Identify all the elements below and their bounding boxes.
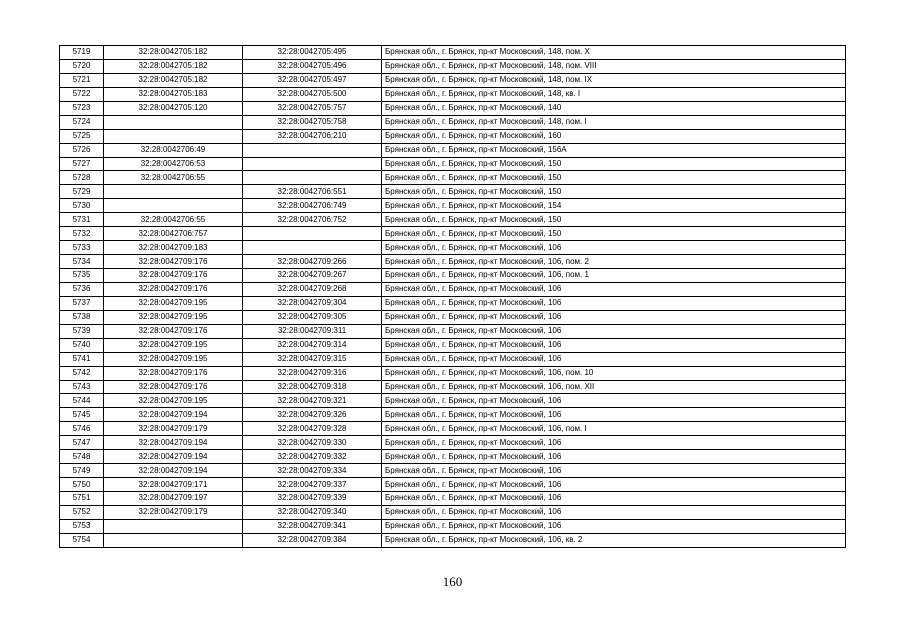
table-row: [60, 157, 846, 171]
object-cadastral-number-cell: 32:28:0042709:340: [243, 505, 382, 519]
address-cell: Брянская обл., г. Брянск, пр-кт Московский, 150: [382, 227, 846, 241]
table-row: [60, 436, 846, 450]
table-row: [60, 282, 846, 296]
object-cadastral-number-cell: 32:28:0042706:551: [243, 185, 382, 199]
address-cell: Брянская обл., г. Брянск, пр-кт Московский, 106: [382, 408, 846, 422]
address-cell: Брянская обл., г. Брянск, пр-кт Московский, 106, пом. I: [382, 422, 846, 436]
address-cell: Брянская обл., г. Брянск, пр-кт Московский, 106: [382, 519, 846, 533]
address-cell: Брянская обл., г. Брянск, пр-кт Московский, 106: [382, 492, 846, 506]
table-row: [60, 227, 846, 241]
address-cell: Брянская обл., г. Брянск, пр-кт Московский, 150: [382, 157, 846, 171]
table-row: [60, 255, 846, 269]
object-cadastral-number-cell: 32:28:0042705:757: [243, 101, 382, 115]
cadastral-number-cell: 32:28:0042709:195: [104, 352, 243, 366]
row-number-cell: 5749: [60, 464, 104, 478]
cadastral-number-cell: 32:28:0042705:182: [104, 59, 243, 73]
row-number-cell: 5737: [60, 296, 104, 310]
cadastral-number-cell: 32:28:0042706:757: [104, 227, 243, 241]
row-number-cell: 5746: [60, 422, 104, 436]
table-row: [60, 394, 846, 408]
address-cell: Брянская обл., г. Брянск, пр-кт Московский, 154: [382, 199, 846, 213]
table-row: [60, 46, 846, 60]
row-number-cell: 5734: [60, 255, 104, 269]
cadastral-number-cell: 32:28:0042706:49: [104, 143, 243, 157]
table-row: [60, 505, 846, 519]
object-cadastral-number-cell: 32:28:0042709:337: [243, 478, 382, 492]
table-row: [60, 464, 846, 478]
object-cadastral-number-cell: 32:28:0042705:495: [243, 46, 382, 60]
cadastral-number-cell: 32:28:0042709:176: [104, 366, 243, 380]
cadastral-number-cell: 32:28:0042706:55: [104, 171, 243, 185]
object-cadastral-number-cell: 32:28:0042709:316: [243, 366, 382, 380]
row-number-cell: 5724: [60, 115, 104, 129]
address-cell: Брянская обл., г. Брянск, пр-кт Московский, 106: [382, 241, 846, 255]
cadastral-number-cell: 32:28:0042709:195: [104, 310, 243, 324]
cadastral-number-cell: [104, 533, 243, 547]
table-row: [60, 422, 846, 436]
object-cadastral-number-cell: 32:28:0042705:497: [243, 73, 382, 87]
address-cell: Брянская обл., г. Брянск, пр-кт Московский, 106: [382, 324, 846, 338]
object-cadastral-number-cell: 32:28:0042709:267: [243, 269, 382, 283]
table-row: [60, 87, 846, 101]
address-cell: Брянская обл., г. Брянск, пр-кт Московский, 106: [382, 478, 846, 492]
row-number-cell: 5726: [60, 143, 104, 157]
table-row: [60, 115, 846, 129]
object-cadastral-number-cell: 32:28:0042709:384: [243, 533, 382, 547]
address-cell: Брянская обл., г. Брянск, пр-кт Московский, 106: [382, 450, 846, 464]
table-row: [60, 296, 846, 310]
table-row: [60, 129, 846, 143]
table-row: [60, 143, 846, 157]
address-cell: Брянская обл., г. Брянск, пр-кт Московский, 106, пом. 1: [382, 269, 846, 283]
address-cell: Брянская обл., г. Брянск, пр-кт Московский, 148, кв. I: [382, 87, 846, 101]
table-row: [60, 408, 846, 422]
row-number-cell: 5747: [60, 436, 104, 450]
row-number-cell: 5720: [60, 59, 104, 73]
cadastral-number-cell: 32:28:0042705:120: [104, 101, 243, 115]
table-row: [60, 478, 846, 492]
address-cell: Брянская обл., г. Брянск, пр-кт Московский, 150: [382, 171, 846, 185]
row-number-cell: 5721: [60, 73, 104, 87]
address-cell: Брянская обл., г. Брянск, пр-кт Московский, 106: [382, 464, 846, 478]
address-cell: Брянская обл., г. Брянск, пр-кт Московский, 106: [382, 394, 846, 408]
cadastral-number-cell: 32:28:0042709:194: [104, 464, 243, 478]
address-cell: Брянская обл., г. Брянск, пр-кт Московский, 150: [382, 185, 846, 199]
object-cadastral-number-cell: 32:28:0042709:318: [243, 380, 382, 394]
cadastral-number-cell: 32:28:0042706:55: [104, 213, 243, 227]
row-number-cell: 5738: [60, 310, 104, 324]
table-row: [60, 380, 846, 394]
row-number-cell: 5743: [60, 380, 104, 394]
object-cadastral-number-cell: 32:28:0042709:315: [243, 352, 382, 366]
address-cell: Брянская обл., г. Брянск, пр-кт Московский, 148, пом. VIII: [382, 59, 846, 73]
row-number-cell: 5730: [60, 199, 104, 213]
cadastral-number-cell: 32:28:0042709:176: [104, 380, 243, 394]
cadastral-number-cell: 32:28:0042705:182: [104, 73, 243, 87]
table-row: [60, 324, 846, 338]
object-cadastral-number-cell: [243, 143, 382, 157]
cadastral-number-cell: 32:28:0042709:194: [104, 436, 243, 450]
table-body: [60, 46, 846, 548]
row-number-cell: 5742: [60, 366, 104, 380]
table-row: [60, 352, 846, 366]
table-row: [60, 519, 846, 533]
object-cadastral-number-cell: 32:28:0042709:326: [243, 408, 382, 422]
address-cell: Брянская обл., г. Брянск, пр-кт Московский, 106, пом. 2: [382, 255, 846, 269]
object-cadastral-number-cell: 32:28:0042709:311: [243, 324, 382, 338]
row-number-cell: 5736: [60, 282, 104, 296]
cadastral-number-cell: 32:28:0042709:195: [104, 296, 243, 310]
address-cell: Брянская обл., г. Брянск, пр-кт Московский, 106, пом. XII: [382, 380, 846, 394]
address-cell: Брянская обл., г. Брянск, пр-кт Московский, 106: [382, 338, 846, 352]
address-cell: Брянская обл., г. Брянск, пр-кт Московский, 148, пом. X: [382, 46, 846, 60]
row-number-cell: 5744: [60, 394, 104, 408]
cadastral-number-cell: [104, 115, 243, 129]
table-row: [60, 450, 846, 464]
row-number-cell: 5733: [60, 241, 104, 255]
object-cadastral-number-cell: 32:28:0042705:500: [243, 87, 382, 101]
object-cadastral-number-cell: 32:28:0042706:749: [243, 199, 382, 213]
object-cadastral-number-cell: 32:28:0042706:752: [243, 213, 382, 227]
row-number-cell: 5745: [60, 408, 104, 422]
address-cell: Брянская обл., г. Брянск, пр-кт Московский, 140: [382, 101, 846, 115]
row-number-cell: 5751: [60, 492, 104, 506]
object-cadastral-number-cell: [243, 241, 382, 255]
object-cadastral-number-cell: 32:28:0042709:341: [243, 519, 382, 533]
object-cadastral-number-cell: [243, 171, 382, 185]
table-row: [60, 171, 846, 185]
table-row: [60, 73, 846, 87]
object-cadastral-number-cell: 32:28:0042706:210: [243, 129, 382, 143]
cadastral-number-cell: [104, 129, 243, 143]
table-row: [60, 338, 846, 352]
cadastral-number-cell: 32:28:0042709:171: [104, 478, 243, 492]
cadastral-number-cell: [104, 185, 243, 199]
cadastral-number-cell: 32:28:0042709:176: [104, 282, 243, 296]
address-cell: Брянская обл., г. Брянск, пр-кт Московский, 160: [382, 129, 846, 143]
cadastral-number-cell: 32:28:0042709:194: [104, 408, 243, 422]
cadastral-number-cell: 32:28:0042705:182: [104, 46, 243, 60]
object-cadastral-number-cell: 32:28:0042709:332: [243, 450, 382, 464]
table-row: [60, 185, 846, 199]
table-row: [60, 199, 846, 213]
row-number-cell: 5750: [60, 478, 104, 492]
table-row: [60, 213, 846, 227]
object-cadastral-number-cell: 32:28:0042709:321: [243, 394, 382, 408]
table-row: [60, 533, 846, 547]
address-cell: Брянская обл., г. Брянск, пр-кт Московский, 106, пом. 10: [382, 366, 846, 380]
object-cadastral-number-cell: 32:28:0042705:496: [243, 59, 382, 73]
row-number-cell: 5739: [60, 324, 104, 338]
object-cadastral-number-cell: 32:28:0042705:758: [243, 115, 382, 129]
address-cell: Брянская обл., г. Брянск, пр-кт Московский, 106: [382, 352, 846, 366]
row-number-cell: 5725: [60, 129, 104, 143]
address-cell: Брянская обл., г. Брянск, пр-кт Московский, 148, пом. I: [382, 115, 846, 129]
object-cadastral-number-cell: 32:28:0042709:266: [243, 255, 382, 269]
object-cadastral-number-cell: 32:28:0042709:305: [243, 310, 382, 324]
table-row: [60, 310, 846, 324]
address-cell: Брянская обл., г. Брянск, пр-кт Московский, 106: [382, 296, 846, 310]
object-cadastral-number-cell: 32:28:0042709:314: [243, 338, 382, 352]
object-cadastral-number-cell: [243, 227, 382, 241]
row-number-cell: 5740: [60, 338, 104, 352]
object-cadastral-number-cell: 32:28:0042709:339: [243, 492, 382, 506]
address-cell: Брянская обл., г. Брянск, пр-кт Московский, 106: [382, 436, 846, 450]
row-number-cell: 5732: [60, 227, 104, 241]
cadastral-number-cell: 32:28:0042709:179: [104, 422, 243, 436]
table-row: [60, 366, 846, 380]
object-cadastral-number-cell: 32:28:0042709:334: [243, 464, 382, 478]
object-cadastral-number-cell: [243, 157, 382, 171]
cadastral-number-cell: 32:28:0042709:176: [104, 324, 243, 338]
table-row: [60, 101, 846, 115]
row-number-cell: 5752: [60, 505, 104, 519]
cadastral-number-cell: 32:28:0042709:195: [104, 394, 243, 408]
object-cadastral-number-cell: 32:28:0042709:330: [243, 436, 382, 450]
address-cell: Брянская обл., г. Брянск, пр-кт Московский, 156А: [382, 143, 846, 157]
address-cell: Брянская обл., г. Брянск, пр-кт Московский, 148, пом. IX: [382, 73, 846, 87]
object-cadastral-number-cell: 32:28:0042709:328: [243, 422, 382, 436]
row-number-cell: 5735: [60, 269, 104, 283]
object-cadastral-number-cell: 32:28:0042709:268: [243, 282, 382, 296]
cadastral-number-cell: 32:28:0042709:194: [104, 450, 243, 464]
cadastral-number-cell: 32:28:0042709:195: [104, 338, 243, 352]
cadastral-number-cell: 32:28:0042709:197: [104, 492, 243, 506]
row-number-cell: 5731: [60, 213, 104, 227]
table-row: [60, 492, 846, 506]
row-number-cell: 5748: [60, 450, 104, 464]
row-number-cell: 5728: [60, 171, 104, 185]
row-number-cell: 5753: [60, 519, 104, 533]
table-row: [60, 241, 846, 255]
cadastral-number-cell: 32:28:0042706:53: [104, 157, 243, 171]
cadastral-number-cell: 32:28:0042709:176: [104, 269, 243, 283]
cadastral-table: [59, 45, 846, 548]
table-row: [60, 59, 846, 73]
cadastral-number-cell: 32:28:0042709:179: [104, 505, 243, 519]
address-cell: Брянская обл., г. Брянск, пр-кт Московский, 106: [382, 505, 846, 519]
address-cell: Брянская обл., г. Брянск, пр-кт Московский, 106: [382, 282, 846, 296]
row-number-cell: 5727: [60, 157, 104, 171]
row-number-cell: 5722: [60, 87, 104, 101]
row-number-cell: 5729: [60, 185, 104, 199]
page-number: 160: [442, 574, 463, 589]
address-cell: Брянская обл., г. Брянск, пр-кт Московский, 106: [382, 310, 846, 324]
row-number-cell: 5741: [60, 352, 104, 366]
cadastral-number-cell: 32:28:0042709:183: [104, 241, 243, 255]
row-number-cell: 5719: [60, 46, 104, 60]
cadastral-number-cell: 32:28:0042709:176: [104, 255, 243, 269]
cadastral-number-cell: [104, 519, 243, 533]
table-row: [60, 269, 846, 283]
object-cadastral-number-cell: 32:28:0042709:304: [243, 296, 382, 310]
cadastral-number-cell: [104, 199, 243, 213]
cadastral-number-cell: 32:28:0042705:183: [104, 87, 243, 101]
row-number-cell: 5723: [60, 101, 104, 115]
address-cell: Брянская обл., г. Брянск, пр-кт Московский, 150: [382, 213, 846, 227]
address-cell: Брянская обл., г. Брянск, пр-кт Московский, 106, кв. 2: [382, 533, 846, 547]
row-number-cell: 5754: [60, 533, 104, 547]
